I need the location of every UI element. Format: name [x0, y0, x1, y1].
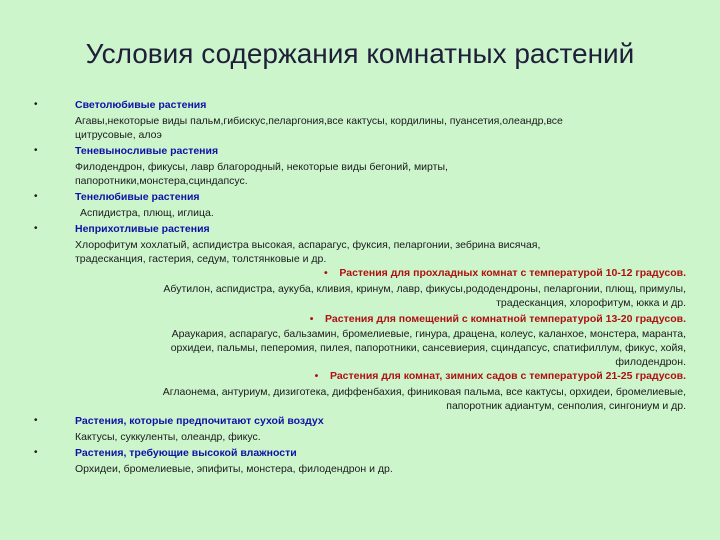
heading-winter-gardens — [315, 369, 686, 383]
heading-dry-air: Растения, которые предпочитают сухой воздух — [75, 415, 324, 427]
text-line: филодендрон. — [615, 356, 686, 368]
bullet: • — [34, 191, 38, 202]
text-line: традесканция, гастерия, седум, толстянковые и др. — [75, 253, 327, 265]
text-line: Аглаонема, антуриум, дизиготека, диффенбахия, финиковая пальма, все кактусы, орхидеи, бромелиевые, — [162, 386, 686, 398]
bullet: • — [34, 447, 38, 458]
heading-unpretentious: Неприхотливые растения — [75, 223, 210, 235]
text-line: папоротники,монстера,сциндапсус. — [75, 175, 248, 187]
bullet: • — [34, 415, 38, 426]
text-line: традесканция, хлорофитум, юкка и др. — [496, 297, 686, 309]
heading-high-humidity: Растения, требующие высокой влажности — [75, 447, 297, 459]
text-line: Абутилон, аспидистра, аукуба, кливия, кринум, лавр, фикусы,рододендроны, пеларгонии, плющ, примулы, — [163, 283, 686, 295]
text-line: Орхидеи, бромелиевые, эпифиты, монстера, филодендрон и др. — [75, 463, 393, 475]
heading-light-loving: Светолюбивые растения — [75, 99, 207, 111]
heading-cool-rooms-text: Растения для прохладных комнат с температурой 10-12 градусов. — [339, 267, 686, 279]
text-line: цитрусовые, алоэ — [75, 129, 162, 141]
text-line: Агавы,некоторые виды пальм,гибискус,пеларгония,все кактусы, кордилины, пуансетия,олеандр,все — [75, 115, 563, 127]
heading-room-temp-text: Растения для помещений с комнатной температурой 13-20 градусов. — [325, 313, 686, 325]
bullet: • — [34, 145, 38, 156]
bullet: • — [314, 370, 319, 382]
text-line: папоротник адиантум, сенполия, сингониум и др. — [446, 400, 686, 412]
heading-shade-loving: Тенелюбивые растения — [75, 191, 200, 203]
page-title: Условия содержания комнатных растений — [85, 38, 635, 69]
bullet: • — [324, 267, 328, 279]
text-line: орхидеи, пальмы, пеперомия, пилея, папоротники, сансевиерия, сциндапсус, спатифиллум, фикус, хойя, — [170, 342, 686, 354]
bullet: • — [34, 223, 38, 234]
bullet: • — [309, 313, 314, 325]
heading-shade-tolerant: Теневыносливые растения — [75, 145, 219, 157]
text-line: Аспидистра, плющ, иглица. — [80, 207, 214, 219]
heading-winter-gardens-text: Растения для комнат, зимних садов с температурой 21-25 градусов. — [329, 370, 686, 382]
text-line: Араукария, аспарагус, бальзамин, бромелиевые, гинура, драцена, колеус, каланхое, монстера, маранта, — [171, 328, 686, 340]
text-line: Кактусы, суккуленты, олеандр, фикус. — [75, 431, 261, 443]
heading-room-temp — [310, 312, 686, 326]
heading-cool-rooms — [324, 266, 686, 280]
bullet: • — [34, 99, 38, 110]
text-line: Хлорофитум хохлатый, аспидистра высокая, аспарагус, фуксия, пеларгонии, зебрина висячая, — [75, 239, 541, 251]
text-line: Филодендрон, фикусы, лавр благородный, некоторые виды бегоний, мирты, — [75, 161, 448, 173]
